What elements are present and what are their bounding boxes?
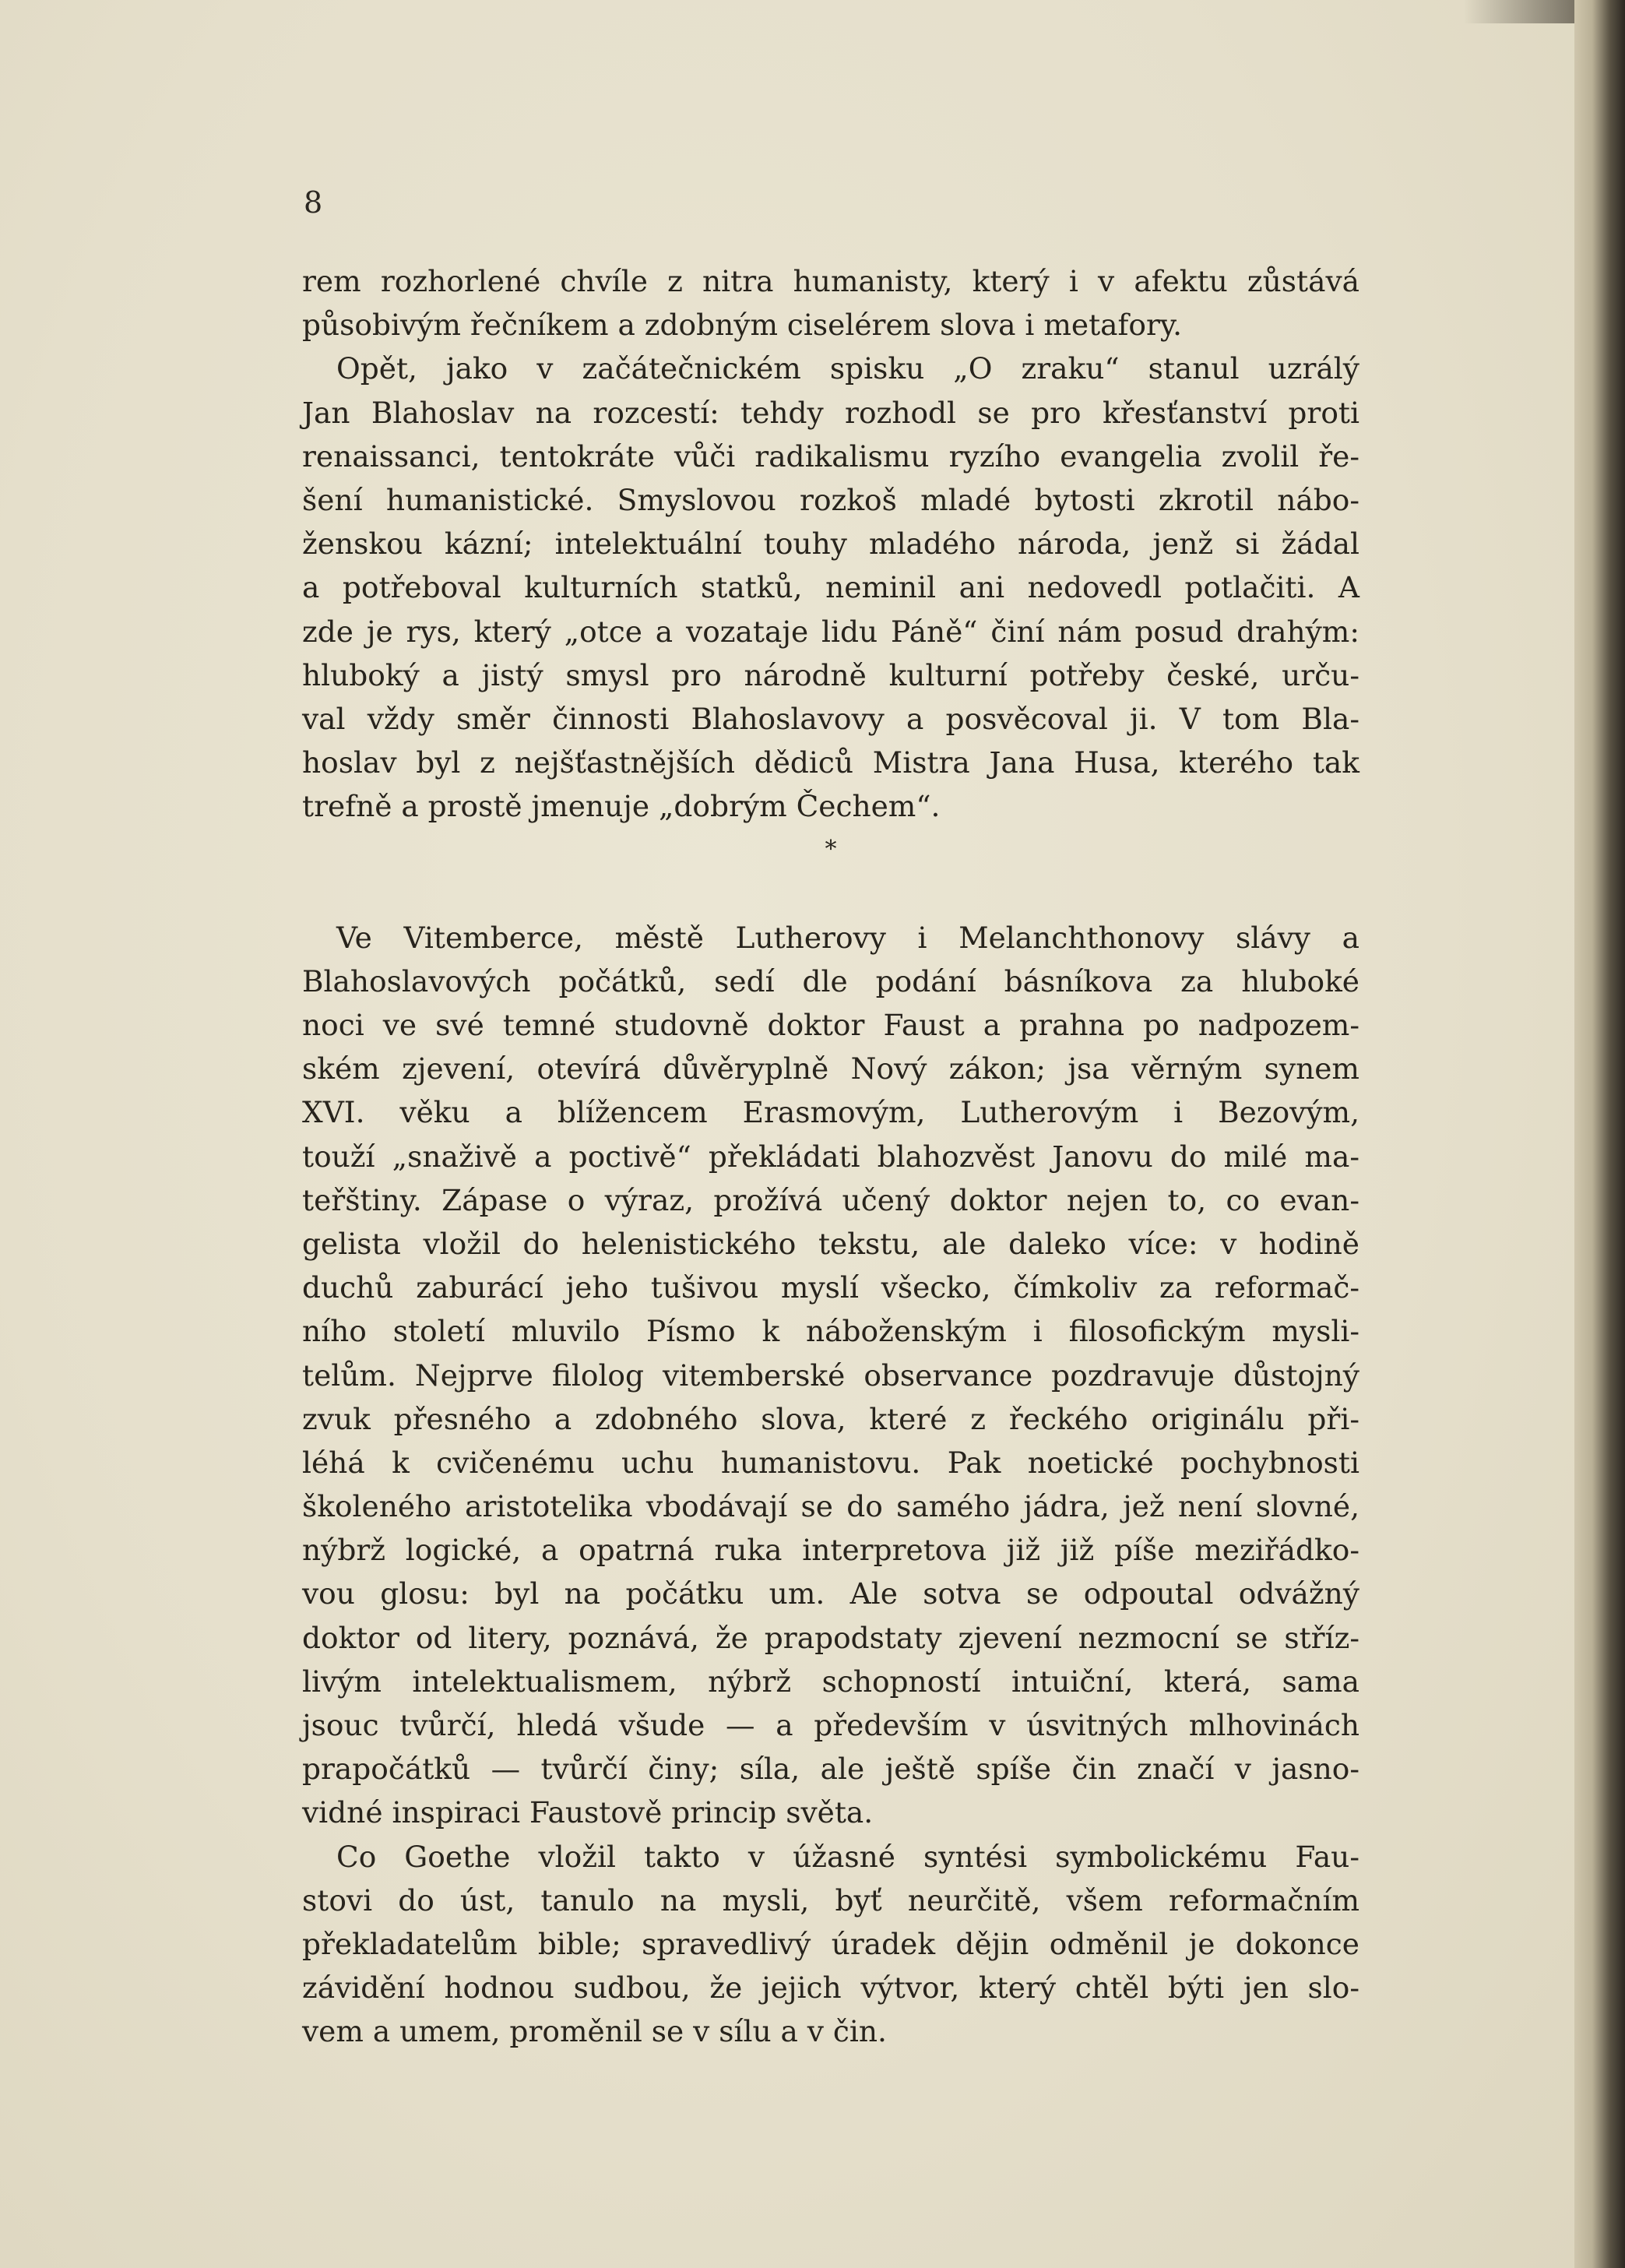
page-number: 8: [304, 185, 323, 220]
text-line: hoslav byl z nejšťastnějších dědiců Mistra Jana Husa, kterého tak: [302, 745, 1359, 780]
paragraph-2: [302, 347, 1359, 828]
text-line: touží „snaživě a poctivě“ překládati blahozvěst Janovu do milé ma‑: [302, 1139, 1359, 1174]
text-line: Ve Vitemberce, městě Lutherovy i Melanchthonovy slávy a: [336, 920, 1359, 955]
text-line: doktor od litery, poznává, že prapodstaty zjevení nezmocní se stříz‑: [302, 1620, 1359, 1655]
section-separator: *: [825, 836, 837, 864]
text-line: zvuk přesného a zdobného slova, které z řeckého originálu při‑: [302, 1401, 1359, 1436]
text-line: a potřeboval kulturních statků, neminil ani nedovedl potlačiti. A: [302, 570, 1359, 605]
text-line: vem a umem, proměnil se v sílu a v čin.: [302, 2014, 887, 2049]
text-line: Blahoslavových počátků, sedí dle podání básníkova za hluboké: [302, 963, 1359, 998]
paragraph-4: [302, 1835, 1359, 2054]
text-line: hluboký a jistý smysl pro národně kulturní potřeby české, urču‑: [302, 657, 1359, 692]
text-line: léhá k cvičenému uchu humanistovu. Pak noetické pochybnosti: [302, 1445, 1359, 1480]
text-line: renaissanci, tentokráte vůči radikalismu ryzího evangelia zvolil ře‑: [302, 438, 1359, 474]
text-line: vidné inspiraci Faustově princip světa.: [302, 1795, 874, 1830]
text-line: šení humanistické. Smyslovou rozkoš mladé bytosti zkrotil nábo‑: [302, 482, 1359, 517]
text-line: stovi do úst, tanulo na mysli, byť neurčitě, všem reformačním: [302, 1882, 1359, 1918]
text-line: gelista vložil do helenistického tekstu, ale daleko více: v hodině: [302, 1226, 1359, 1261]
paragraph-3: [302, 916, 1359, 1835]
text-line: ženskou kázní; intelektuální touhy mladého národa, jenž si žádal: [302, 526, 1359, 562]
text-line: překladatelům bible; spravedlivý úradek dějin odměnil je dokonce: [302, 1926, 1359, 1961]
text-line: vou glosu: byl na počátku um. Ale sotva se odpoutal odvážný: [302, 1576, 1359, 1611]
text-line: XVI. věku a blížencem Erasmovým, Lutherovým i Bezovým,: [302, 1095, 1359, 1130]
text-line: ního století mluvilo Písmo k náboženským i filosofickým mysli‑: [302, 1314, 1359, 1349]
text-line: nýbrž logické, a opatrná ruka interpretova již již píše meziřádko‑: [302, 1533, 1359, 1568]
body-text: [302, 259, 1359, 2054]
text-line: trefně a prostě jmenuje „dobrým Čechem“.: [302, 789, 941, 824]
text-line: teřštiny. Zápase o výraz, prožívá učený doktor nejen to, co evan‑: [302, 1182, 1359, 1217]
text-line: působivým řečníkem a zdobným ciselérem slova i metafory.: [302, 308, 1183, 343]
text-line: duchů zaburácí jeho tušivou myslí všecko, čímkoliv za reformač‑: [302, 1270, 1359, 1305]
text-line: rem rozhorlené chvíle z nitra humanisty, který i v afektu zůstává: [302, 264, 1359, 298]
paragraph-1: [302, 259, 1359, 347]
text-line: val vždy směr činnosti Blahoslavovy a posvěcoval ji. V tom Bla‑: [302, 701, 1359, 736]
text-line: livým intelektualismem, nýbrž schopností intuiční, která, sama: [302, 1664, 1359, 1699]
text-line: jsouc tvůrčí, hledá všude — a především v úsvitných mlhovinách: [302, 1708, 1359, 1742]
section-gap: [302, 872, 1359, 916]
text-line: Opět, jako v začátečnickém spisku „O zraku“ stanul uzrálý: [336, 351, 1359, 386]
text-line: Jan Blahoslav na rozcestí: tehdy rozhodl se pro křesťanství proti: [302, 395, 1359, 430]
book-spine-edge: [1574, 0, 1625, 2268]
text-line: prapočátků — tvůrčí činy; síla, ale ještě spíše čin značí v jasno‑: [302, 1752, 1359, 1787]
text-line: závidění hodnou sudbou, že jejich výtvor, který chtěl býti jen slo‑: [302, 1970, 1359, 2006]
text-line: telům. Nejprve filolog vitemberské observance pozdravuje důstojný: [302, 1358, 1359, 1393]
text-line: noci ve své temné studovně doktor Faust a prahna po nadpozem‑: [302, 1008, 1359, 1042]
text-line: školeného aristotelika vbodávají se do samého jádra, jež není slovné,: [302, 1489, 1359, 1524]
text-line: Co Goethe vložil takto v úžasné syntési symbolickému Fau‑: [336, 1839, 1359, 1874]
text-line: ském zjevení, otevírá důvěryplně Nový zákon; jsa věrným synem: [302, 1051, 1359, 1086]
text-line: zde je rys, který „otce a vozataje lidu Páně“ činí nám posud drahým:: [302, 614, 1359, 649]
